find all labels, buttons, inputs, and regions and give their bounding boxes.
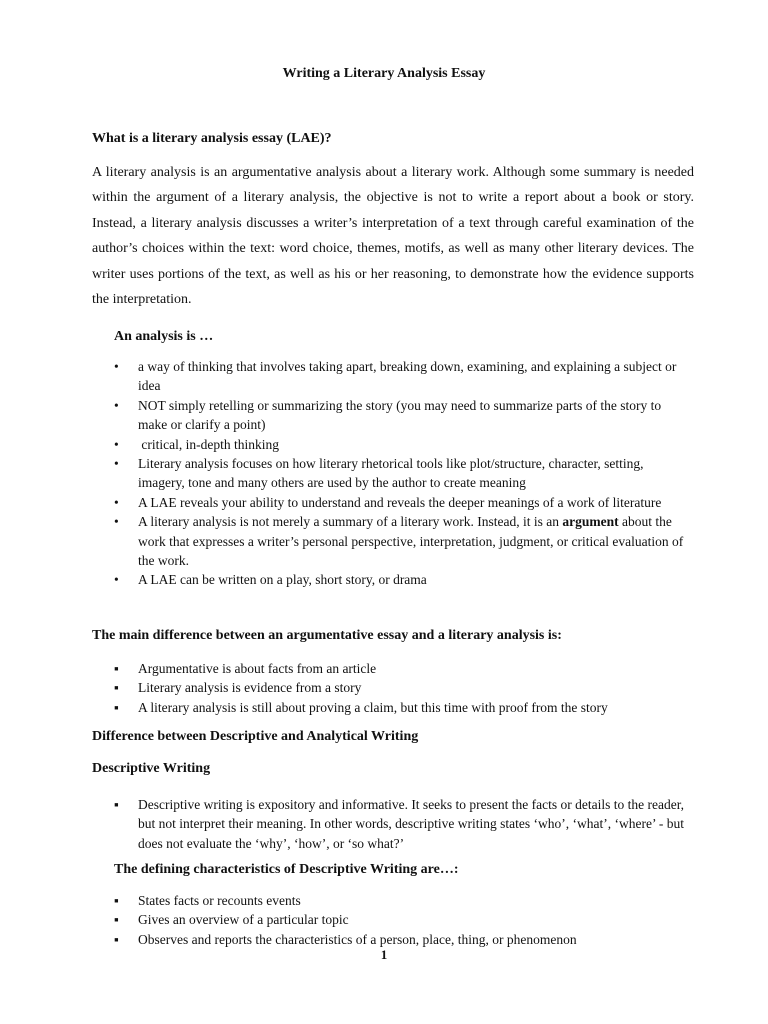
characteristics-heading: The defining characteristics of Descriptive Writing are…:: [114, 862, 459, 877]
difference-heading: The main difference between an argumentative essay and a literary analysis is:: [92, 628, 562, 643]
analysis-list: [114, 357, 692, 590]
bullet-marker: ▪: [114, 931, 119, 947]
list-item-text: about the work that expresses a writer’s personal perspective, interpretation, judgment, or critical evaluation of the work.: [138, 514, 684, 569]
bullet-marker: ▪: [114, 680, 119, 696]
list-item-text: a way of thinking that involves taking apart, breaking down, examining, and explaining a subject or idea: [138, 359, 677, 394]
bullet-marker: ▪: [114, 661, 119, 676]
argument-emphasis: argument: [562, 514, 619, 530]
lae-heading: What is a literary analysis essay (LAE)?: [92, 131, 332, 146]
list-item: [114, 396, 692, 435]
list-item-text: critical, in-depth thinking: [138, 436, 279, 452]
characteristics-list: [114, 891, 686, 949]
bullet-marker: ▪: [114, 797, 119, 812]
bullet-marker: •: [114, 494, 119, 510]
list-item-text: A LAE can be written on a play, short story, or drama: [138, 572, 427, 588]
bullet-marker: •: [114, 397, 119, 413]
difference-list: [114, 659, 686, 717]
list-item-text: Argumentative is about facts from an article: [138, 661, 377, 676]
bullet-marker: ▪: [114, 699, 119, 715]
list-item-text: Gives an overview of a particular topic: [138, 912, 349, 928]
list-item: [114, 795, 686, 853]
list-item: [114, 493, 692, 512]
list-item-text: Literary analysis is evidence from a story: [138, 680, 362, 696]
bullet-marker: •: [114, 436, 119, 452]
list-item-text: Literary analysis focuses on how literary rhetorical tools like plot/structure, character, setting, imagery, tone and many others are used by the author to create meaning: [138, 456, 644, 491]
list-item-text: NOT simply retelling or summarizing the story (you may need to summarize parts of the story to make or clarify a point): [138, 397, 662, 433]
page-number: 1: [380, 947, 388, 962]
list-item: [114, 678, 686, 697]
list-item: [114, 357, 692, 396]
lae-paragraph: A literary analysis is an argumentative analysis about a literary work. Although some summary is needed within the argument of a literary analysis, the objective is not to write a report about a book or story. Instead, a literary analysis discusses a writer’s interpretation of a text through careful examination of the author’s choices within the text: word choice, themes, motifs, as well as many other literary devices. The writer uses portions of the text, as well as his or her reasoning, to demonstrate how the evidence supports the interpretation.: [92, 165, 694, 308]
list-item-text: States facts or recounts events: [138, 893, 301, 908]
list-item-text: A literary analysis is not merely a summary of a literary work. Instead, it is an: [138, 514, 563, 530]
bullet-marker: •: [114, 359, 119, 374]
document-title: Writing a Literary Analysis Essay: [282, 66, 486, 81]
bullet-marker: ▪: [114, 912, 119, 928]
list-item: [114, 435, 692, 454]
list-item-text: A literary analysis is still about proving a claim, but this time with proof from the story: [138, 699, 608, 715]
bullet-marker: ▪: [114, 893, 119, 908]
list-item: [114, 570, 692, 589]
list-item: [114, 659, 686, 678]
descriptive-list: [114, 795, 686, 853]
bullet-marker: •: [114, 456, 119, 472]
list-item: [114, 512, 692, 570]
list-item: [114, 454, 692, 493]
descriptive-vs-analytical-heading: Difference between Descriptive and Analytical Writing: [92, 729, 419, 744]
bullet-marker: •: [114, 572, 119, 588]
list-item: [114, 910, 686, 929]
list-item-text: A LAE reveals your ability to understand and reveals the deeper meanings of a work of literature: [138, 494, 662, 510]
descriptive-writing-heading: Descriptive Writing: [92, 761, 211, 776]
list-item-text: Observes and reports the characteristics of a person, place, thing, or phenomenon: [138, 931, 577, 947]
list-item-text: Descriptive writing is expository and informative. It seeks to present the facts or details to the reader, but not interpret their meaning. In other words, descriptive writing states ‘who’, ‘what’, ‘where’ - but does not evaluate the ‘why’, ‘how’, or ‘so what?’: [138, 797, 685, 851]
list-item: [114, 698, 686, 717]
bullet-marker: •: [114, 514, 119, 530]
list-item: [114, 891, 686, 910]
analysis-heading: An analysis is …: [114, 329, 214, 344]
